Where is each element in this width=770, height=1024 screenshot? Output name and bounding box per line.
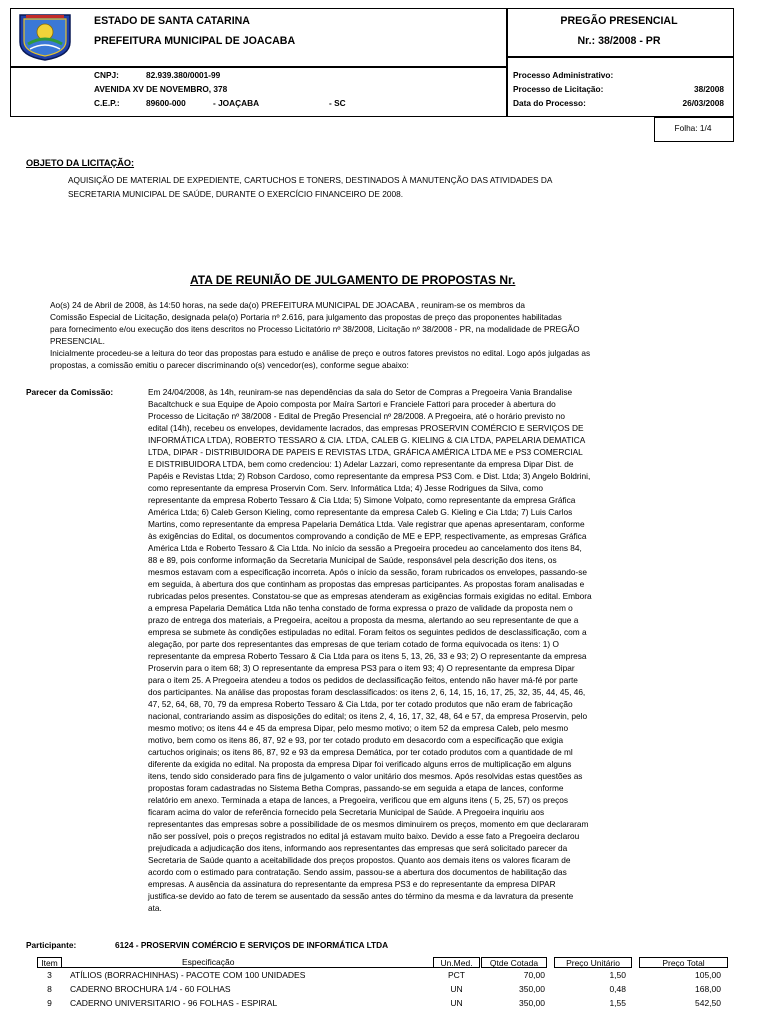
minutes-intro: [50, 299, 740, 371]
row-total: 168,00: [695, 984, 721, 994]
opinion-line: cartuchos originais; os itens 86, 87, 92 e 93 da empresa Demática, por ter cotado produtos com a quantidade de ml: [148, 747, 573, 757]
row-item: 9: [47, 998, 52, 1008]
opinion-line: Proservin para o item 68; 3) O representante da empresa PS3 para o item 93; 4) O representante da empresa Dipar: [148, 663, 575, 673]
opinion-line: ficaram acima do valor de referência fornecido pela Secretaria Municipal de Saúde. A Pregoeira inquiriu aos: [148, 807, 545, 817]
opinion-line: LTDA, DIPAR - DISTRIBUIDORA DE PAPEIS E REVISTAS LTDA, GRÁFICA AMÉRICA LTDA ME e PS3 COMERCIAL: [148, 447, 583, 457]
opinion-line: América Ltda; 6) Caleb Gerson Kieling, como representante da empresa Caleb G. Kieling e Cia Ltda; 7) Luis Carlos: [148, 507, 573, 517]
opinion-line: acordo com o estimado para contratação. Sendo assim, passou-se a abertura dos documentos de habilitação das: [148, 867, 567, 877]
opinion-line: empresas. A ausência da assinatura do representante da empresa PS3 e do representante da empresa DIPAR: [148, 879, 556, 889]
col-item: Item: [37, 957, 62, 968]
opinion-text: [148, 386, 728, 914]
opinion-line: E DISTRIBUIDORA LTDA, bem como credenciou: 1) Adelar Lazzari, como representante da empresa Dipar Dist. de: [148, 459, 574, 469]
participant-label: Participante:: [26, 940, 77, 950]
opinion-line: alegação, por parte dos representantes das empresas de que teriam cotado de forma equivocada os itens: 1) O: [148, 639, 559, 649]
row-qty: 70,00: [523, 970, 545, 980]
object-line-2: SECRETARIA MUNICIPAL DE SAÚDE, DURANTE O EXERCÍCIO FINANCEIRO DE 2008.: [68, 189, 404, 199]
row-unit-price: 1,50: [609, 970, 626, 980]
uf: - SC: [329, 98, 346, 108]
intro-line: propostas, a comissão emitiu o parecer discriminando o(s) vencedor(es), conforme segue abaixo:: [50, 360, 409, 370]
opinion-line: 88 e 89, pois conforme informação da Secretaria Municipal de Saúde, responsável pela descrição dos itens, os: [148, 555, 557, 565]
opinion-line: representantes das empresas sobre a possibilidade de os mesmos diminuirem os preços, momento em que declararam: [148, 819, 589, 829]
opinion-line: Processo de Licitação nº 38/2008 - Edital de Pregão Presencial nº 28/2008. A Pregoeira, até o horário previsto no: [148, 411, 566, 421]
minutes-title: ATA DE REUNIÃO DE JULGAMENTO DE PROPOSTAS Nr.: [190, 273, 516, 287]
row-qty: 350,00: [519, 998, 545, 1008]
city-coat-of-arms-icon: [16, 12, 74, 62]
state-name: ESTADO DE SANTA CATARINA: [94, 15, 250, 27]
opinion-line: mesmos estavam com a especificação incorreta. Após o início da sessão, foram rubricados os envelopes, passando-se: [148, 567, 588, 577]
opinion-line: empresa se submete às condições estipuladas no edital. Foram feitos os seguintes pedidos de desclassificação, com a: [148, 627, 587, 637]
address: AVENIDA XV DE NOVEMBRO, 378: [94, 84, 228, 94]
opinion-line: justifica-se devido ao fato de terem se ausentado da sessão antes do término da mesma e da lavratura da presente: [148, 891, 574, 901]
opinion-line: a empresa Papelaria Demática Ltda não tenha constado de forma expressa o prazo de validade da proposta nem o: [148, 603, 573, 613]
table-row: [0, 983, 770, 995]
col-spec-underline: [62, 967, 433, 968]
city: - JOAÇABA: [213, 98, 260, 108]
admin-process-label: Processo Administrativo:: [513, 70, 614, 80]
process-date-value: 26/03/2008: [682, 98, 724, 108]
row-spec: CADERNO UNIVERSITARIO - 96 FOLHAS - ESPIRAL: [70, 998, 278, 1008]
opinion-line: nacional, contrariando assim as disposições do edital; os itens 2, 4, 16, 17, 32, 48, 64 e 57, da empresa Proservin, pelo: [148, 711, 588, 721]
opinion-line: propostas foram cadastradas no Sistema Betha Compras, passando-se em seguida a etapa de lances, conforme: [148, 783, 564, 793]
opinion-line: motivo, bem como os itens 86, 87, 92 e 93, por ter cotado produto em desacordo com a especificação que exigia: [148, 735, 564, 745]
object-line-1: AQUISIÇÃO DE MATERIAL DE EXPEDIENTE, CARTUCHOS E TONERS, DESTINADOS À MANUTENÇÃO DAS ATIVIDADES DA: [68, 175, 553, 185]
opinion-line: ata.: [148, 903, 162, 913]
intro-line: para fornecimento e/ou execução dos itens descritos no Processo Licitatório nº 38/2008, Licitação nº 38/2008 - PR, na modalidade de PREGÃO: [50, 324, 580, 334]
table-row: [0, 997, 770, 1009]
page-number: Folha: 1/4: [674, 123, 712, 133]
row-unit: UN: [450, 998, 463, 1008]
opinion-line: prazo de entrega dos materiais, a Pregoeira, aceitou a proposta da mesma, alertando ao seu representante de que a: [148, 615, 579, 625]
opinion-line: Em 24/04/2008, às 14h, reuniram-se nas dependências da sala do Setor de Compras a Pregoeira Vania Brandalise: [148, 387, 573, 397]
cnpj-label: CNPJ:: [94, 70, 119, 80]
opinion-line: dos participantes. Na análise das propostas foram desclassificados: os itens 2, 6, 14, 15, 16, 17, 25, 32, 35, 44, 45, 46,: [148, 687, 586, 697]
city-hall-name: PREFEITURA MUNICIPAL DE JOACABA: [94, 35, 296, 47]
bid-process-label: Processo de Licitação:: [513, 84, 604, 94]
row-total: 542,50: [695, 998, 721, 1008]
opinion-line: relatório em anexo. Terminada a etapa de lances, a Pregoeira, verificou que em alguns itens ( 5, 25, 57) os preços: [148, 795, 569, 805]
row-unit-price: 1,55: [609, 998, 626, 1008]
col-unit: Un.Med.: [433, 957, 480, 968]
opinion-line: América Ltda e Roberto Tessaro & Cia Ltda. No início da sessão a Pregoeira procedeu ao cancelamento dos itens 84,: [148, 543, 582, 553]
opinion-line: itens, tendo sido considerado para fins de julgamento o valor unitário dos mesmos. Após resolvidas estas questões as: [148, 771, 583, 781]
opinion-line: Martins, como representante da empresa Papelaria Demática Ltda. Vale registrar que apenas apresentaram, conforme: [148, 519, 585, 529]
modality: PREGÃO PRESENCIAL: [560, 15, 678, 27]
opinion-line: como representante da empresa Proservin Com. Serv. Informática Ltda; 4) Jesse Rodrigues da Silva, como: [148, 483, 544, 493]
process-date-label: Data do Processo:: [513, 98, 586, 108]
opinion-line: representante da empresa Roberto Tessaro & Cia Ltda; 5) Simone Volpato, como representante da empresa Gráfica: [148, 495, 576, 505]
table-row: [0, 969, 770, 981]
opinion-line: Secretaria de Saúde quanto a aceitabilidade dos preços propostos. Quanto aos demais itens os valores ficaram de: [148, 855, 571, 865]
col-qty: Qtde Cotada: [481, 957, 547, 968]
cnpj-value: 82.939.380/0001-99: [146, 70, 221, 80]
opinion-line: às exigências do Edital, os documentos comprovando a condição de ME e EPP, respectivamente, as empresas Gráfica: [148, 531, 587, 541]
intro-line: Ao(s) 24 de Abril de 2008, às 14:50 horas, na sede da(o) PREFEITURA MUNICIPAL DE JOACABA , reuniram-se os membros da: [50, 300, 525, 310]
row-total: 105,00: [695, 970, 721, 980]
row-spec: CADERNO BROCHURA 1/4 - 60 FOLHAS: [70, 984, 231, 994]
opinion-line: para o item 25. A Pregoeira atendeu a todos os pedidos de declassificação feitos, entendo não haver má-fé por parte: [148, 675, 578, 685]
opinion-line: diferente da exigida no edital. Na proposta da empresa Dipar foi verificado alguns erros de multiplicação em alguns: [148, 759, 572, 769]
cep-label: C.E.P.:: [94, 98, 120, 108]
object-heading: OBJETO DA LICITAÇÃO:: [26, 158, 135, 168]
intro-line: Comissão Especial de Licitação, designada pela(o) Portaria nº 2.616, para julgamento das propostas de preço das proponentes habilitadas: [50, 312, 562, 322]
opinion-line: rubricadas pelos presentes. Constatou-se que as empresas atenderam as exigências formais exigidas no edital. Embora: [148, 591, 592, 601]
cep-value: 89600-000: [146, 98, 186, 108]
intro-line: PRESENCIAL.: [50, 336, 105, 346]
row-unit-price: 0,48: [609, 984, 626, 994]
col-total: Preço Total: [639, 957, 728, 968]
opinion-line: mesmo motivo; os itens 44 e 45 da empresa Dipar, pelo mesmo motivo; o item 52 da empresa Caleb, pelo mesmo: [148, 723, 569, 733]
col-unit-price: Preço Unitário: [554, 957, 632, 968]
row-qty: 350,00: [519, 984, 545, 994]
process-number: Nr.: 38/2008 - PR: [577, 35, 661, 47]
opinion-line: 47, 52, 64, 68, 70, 79 da empresa Roberto Tessaro & Cia Ltda, por ter cotado produtos que não eram de fabricação: [148, 699, 573, 709]
row-unit: UN: [450, 984, 463, 994]
opinion-line: não ser possível, pois o preços registrados no edital já estavam muito baixo. Devido a esse fato a Pregoeira declarou: [148, 831, 580, 841]
opinion-line: prejudicada a adjudicação dos itens, informando aos representantes das empresas que será solicitado parecer da: [148, 843, 568, 853]
opinion-line: edital (14h), recebeu os envelopes, devidamente lacrados, das empresas PROSERVIN COMÉRCIO E SERVIÇOS DE: [148, 423, 584, 433]
row-item: 3: [47, 970, 52, 980]
row-item: 8: [47, 984, 52, 994]
opinion-line: em seguida, à abertura dos que continham as propostas das empresas participantes. As propostas foram analisadas e: [148, 579, 585, 589]
opinion-label: Parecer da Comissão:: [26, 387, 114, 397]
row-unit: PCT: [448, 970, 465, 980]
opinion-line: INFORMÁTICA LTDA), ROBERTO TESSARO & CIA. LTDA, CALEB G. KIELING & CIA LTDA, PAPELARIA DEMATICA: [148, 435, 586, 445]
opinion-line: Papéis e Revistas Ltda; 2) Robson Cardoso, como representante da empresa PS3 Com. e Dist. Ltda; 3) Angelo Boldrini,: [148, 471, 591, 481]
bid-process-value: 38/2008: [694, 84, 724, 94]
items-table-header: [0, 957, 770, 969]
intro-line: Inicialmente procedeu-se a leitura do teor das propostas para estudo e análise de preço e outros fatores previstos no edital. Logo após julgadas as: [50, 348, 591, 358]
row-spec: ATÍLIOS (BORRACHINHAS) - PACOTE COM 100 UNIDADES: [70, 970, 306, 980]
opinion-line: Bacaltchuck e sua Equipe de Apoio composta por Maíra Sartori e Franciele Fattori para proceder à abertura do: [148, 399, 556, 409]
col-spec: Especificação: [182, 957, 235, 967]
participant-name: 6124 - PROSERVIN COMÉRCIO E SERVIÇOS DE INFORMÁTICA LTDA: [115, 940, 389, 950]
opinion-line: representante da empresa Roberto Tessaro & Cia Ltda para os itens 5, 13, 26, 33 e 93; 2) O representante da empresa: [148, 651, 587, 661]
header-address-box: [10, 66, 508, 117]
